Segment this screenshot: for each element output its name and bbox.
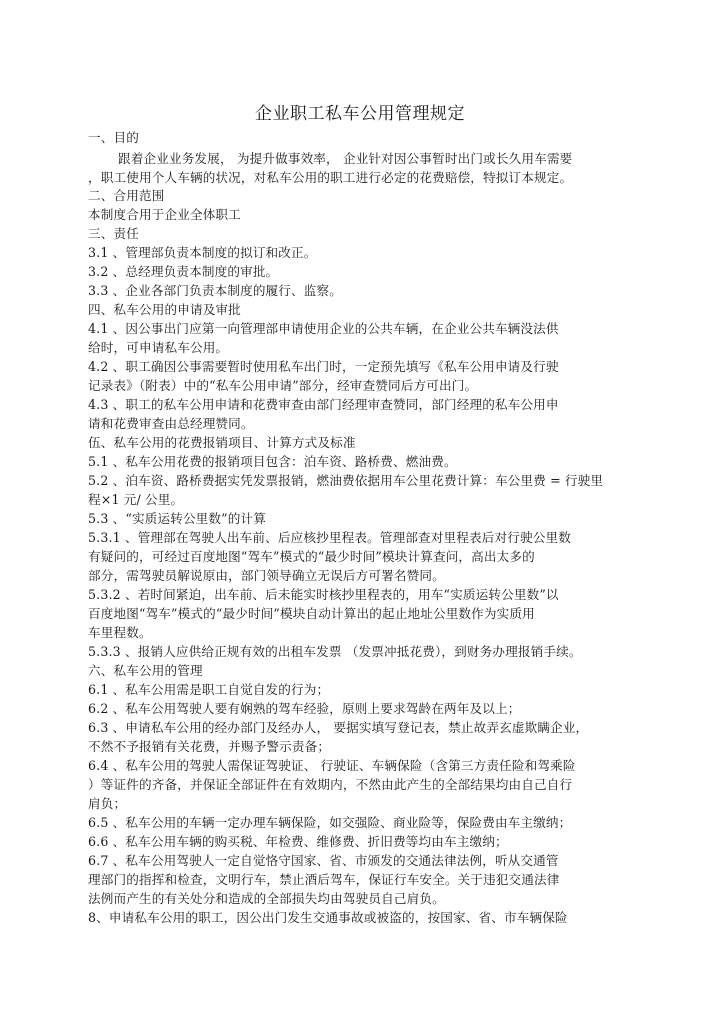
clause-line: 不然不予报销有关花费，并赐予警示责备； bbox=[88, 739, 331, 754]
clause-line: 5.3.1 、管理部在驾驶人出车前、后应核抄里程表。管理部查对里程表后对行驶公里数 bbox=[88, 530, 571, 545]
clause-line: 6.6 、私车公用车辆的购买税、年检费、维修费、折旧费等均由车主缴纳； bbox=[88, 834, 508, 849]
clause-line: 给时，可申请私车公用。 bbox=[88, 340, 229, 355]
clause-line: 3.2 、总经理负责本制度的审批。 bbox=[88, 264, 279, 279]
clause-line: 6.3 、申请私车公用的经办部门及经办人， 要据实填写登记表，禁止故弄玄虚欺瞒企业， bbox=[88, 720, 589, 735]
clause-line: 车里程数。 bbox=[88, 625, 152, 640]
clause-line: 6.1 、私车公用需是职工自觉自发的行为； bbox=[88, 682, 330, 697]
clause-line: 4.2 、职工确因公事需要暂时使用私车出门时，一定预先填写《私车公用申请及行驶 bbox=[88, 359, 559, 374]
clause-line: 6.7 、私车公用驾驶人一定自觉恪守国家、省、市颁发的交通法律法例，听从交通管 bbox=[88, 853, 559, 868]
paragraph-line: ，职工使用个人车辆的状况，对私车公用的职工进行必定的花费赔偿，特拟订本规定。 bbox=[88, 170, 573, 185]
clause-line: ）等证件的齐备，并保证全部证件在有效期内，不然由此产生的全部结果均由自己自行 bbox=[88, 777, 573, 792]
section-heading-responsibility: 三、责任 bbox=[88, 226, 139, 241]
section-heading-management: 六、私车公用的管理 bbox=[88, 663, 203, 678]
clause-line: 3.1 、管理部负责本制度的拟订和改正。 bbox=[88, 245, 317, 260]
section-heading-purpose: 一、目的 bbox=[88, 130, 139, 145]
clause-line: 4.1 、因公事出门应第一向管理部申请使用企业的公共车辆，在企业公共车辆没法供 bbox=[88, 321, 559, 336]
clause-line: 6.4 、私车公用的驾驶人需保证驾驶证、 行驶证、车辆保险（含第三方责任险和驾乘险 bbox=[88, 758, 576, 773]
clause-line: 5.3.3 、报销人应供给正规有效的出租车发票 （发票冲抵花费），到财务办理报销手续。 bbox=[88, 644, 582, 659]
clause-line: 有疑问的，可经过百度地图“驾车”模式的“最少时间”模块计算查问，高出太多的 bbox=[88, 549, 535, 564]
section-heading-reimbursement: 伍、私车公用的花费报销项目、计算方式及标准 bbox=[88, 435, 356, 450]
paragraph-line: 本制度合用于企业全体职工 bbox=[88, 207, 241, 222]
clause-line: 请和花费审查由总经理赞同。 bbox=[88, 416, 254, 431]
clause-line: 6.2 、私车公用驾驶人要有娴熟的驾车经验，原则上要求驾龄在两年及以上； bbox=[88, 701, 521, 716]
clause-line: 肩负； bbox=[88, 796, 127, 811]
clause-line: 5.2 、泊车资、路桥费据实凭发票报销，燃油费依据用车公里花费计算：车公里费 = 行驶里 bbox=[88, 473, 604, 488]
section-heading-application: 四、私车公用的申请及审批 bbox=[88, 302, 241, 317]
clause-line: 3.3 、企业各部门负责本制度的履行、监察。 bbox=[88, 283, 343, 298]
clause-line: 5.3.2 、若时间紧迫，出车前、后未能实时核抄里程表的，用车“实质运转公里数”以 bbox=[88, 587, 559, 602]
paragraph-line: 跟着企业业务发展， 为提升做事效率， 企业针对因公事暂时出门或长久用车需要 bbox=[118, 151, 573, 166]
clause-line: 5.1 、私车公用花费的报销项目包含：泊车资、路桥费、燃油费。 bbox=[88, 454, 457, 469]
clause-line: 百度地图“驾车”模式的“最少时间”模块自动计算出的起止地址公里数作为实质用 bbox=[88, 606, 535, 621]
clause-line: 记录表》（附表）中的“私车公用申请”部分，经审查赞同后方可出门。 bbox=[88, 378, 478, 393]
clause-line: 5.3 、“实质运转公里数”的计算 bbox=[88, 511, 266, 526]
clause-line: 8、申请私车公用的职工，因公出门发生交通事故或被盗的，按国家、省、市车辆保险 bbox=[88, 910, 568, 925]
document-title: 企业职工私车公用管理规定 bbox=[255, 104, 465, 124]
clause-line: 4.3 、职工的私车公用申请和花费审查由部门经理审查赞同，部门经理的私车公用申 bbox=[88, 397, 559, 412]
clause-line: 部分，需驾驶员解说原由，部门领导确立无误后方可署名赞同。 bbox=[88, 568, 445, 583]
clause-line: 6.5 、私车公用的车辆一定办理车辆保险，如交强险、商业险等，保险费由车主缴纳； bbox=[88, 815, 572, 830]
clause-line: 法例而产生的有关处分和造成的全部损失均由驾驶员自己肩负。 bbox=[88, 891, 445, 906]
clause-line: 程×1 元/ 公里。 bbox=[88, 492, 184, 507]
section-heading-scope: 二、合用范围 bbox=[88, 188, 165, 203]
clause-line: 理部门的指挥和检查，文明行车，禁止酒后驾车，保证行车安全。关于违犯交通法律 bbox=[88, 872, 560, 887]
